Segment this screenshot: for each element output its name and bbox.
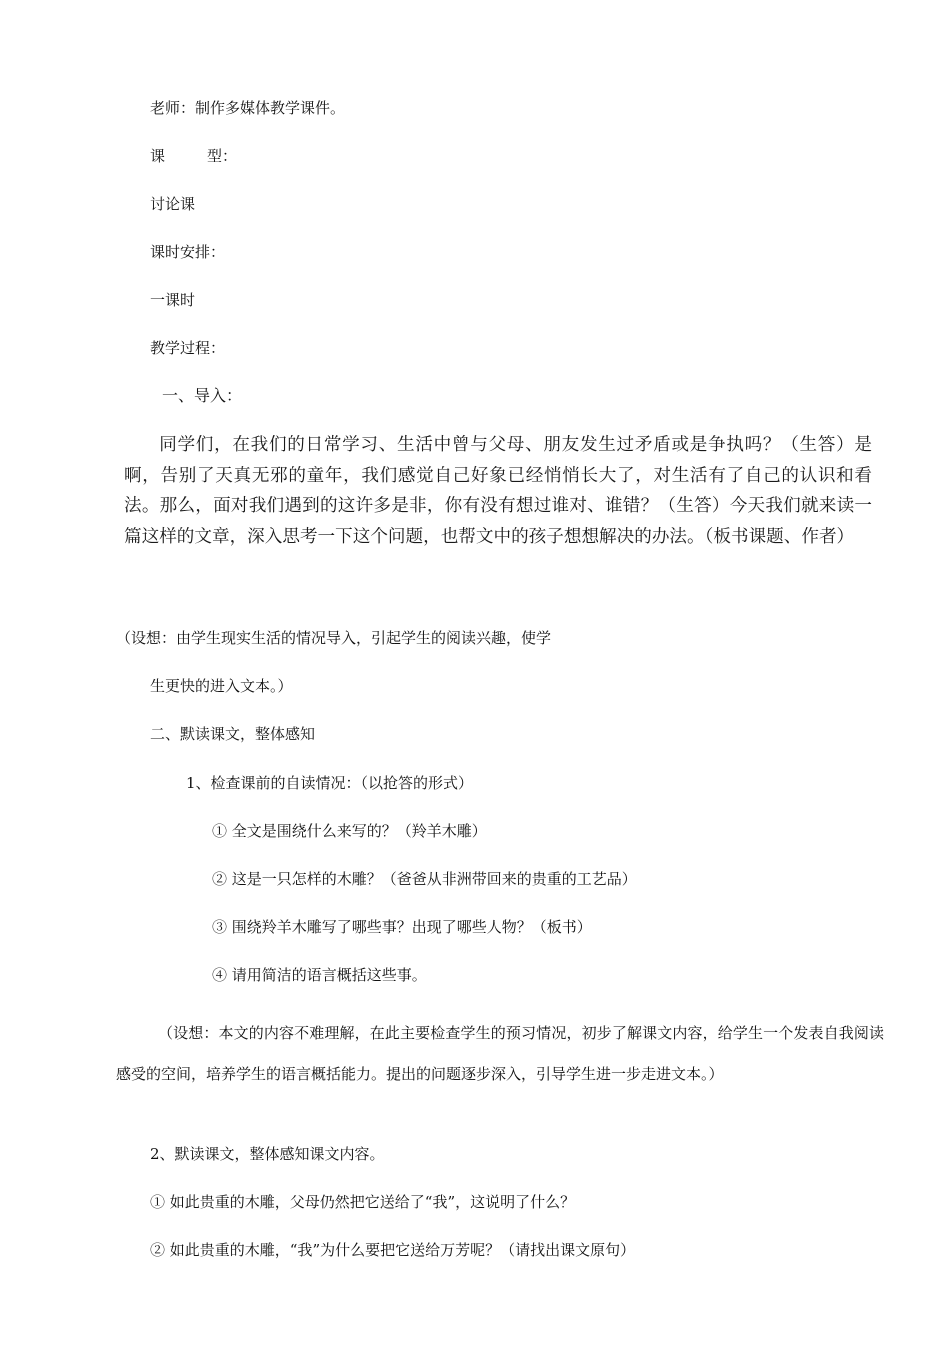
design1-line2: 生更快的进入文本。） [150, 677, 293, 695]
question-4: ④ 请用简洁的语言概括这些事。 [212, 966, 427, 984]
question-3: ③ 围绕羚羊木雕写了哪些事？出现了哪些人物？（板书） [212, 918, 592, 936]
intro-paragraph: 同学们，在我们的日常学习、生活中曾与父母、朋友发生过矛盾或是争执吗？（生答）是啊，告别了天真无邪的童年，我们感觉自己好象已经悄悄长大了，对生活有了自己的认识和看法。那么，面对我们遇到的这许多是非，你有没有想过谁对、谁错？（生答）今天我们就来读一篇这样的文章，深入思考一下这个问题，也帮文中的孩子想想解决的办法。（板书课题、作者） [124, 435, 872, 547]
lesson-type-value: 讨论课 [150, 195, 196, 213]
step2-title: 2、默读课文，整体感知课文内容。 [150, 1145, 385, 1163]
schedule-label: 课时安排： [150, 243, 226, 261]
step1-title: 1、检查课前的自读情况：（以抢答的形式） [186, 774, 474, 792]
section2-title: 二、默读课文，整体感知 [150, 725, 316, 743]
section1-title: 一、导入： [162, 386, 243, 405]
schedule-value: 一课时 [150, 291, 196, 309]
lesson-type-label-part1: 课 [150, 147, 166, 165]
lesson-type-label-part2: 型： [207, 147, 238, 165]
question-5: ① 如此贵重的木雕，父母仍然把它送给了“我”，这说明了什么？ [150, 1193, 576, 1211]
teacher-prep-line: 老师：制作多媒体教学课件。 [150, 99, 346, 117]
lesson-type-label [150, 146, 237, 166]
question-6: ② 如此贵重的木雕，“我”为什么要把它送给万芳呢？（请找出课文原句） [150, 1241, 636, 1259]
question-1: ① 全文是围绕什么来写的？（羚羊木雕） [212, 822, 487, 840]
design2-paragraph: （设想：本文的内容不难理解，在此主要检查学生的预习情况，初步了解课文内容，给学生一个发表自我阅读感受的空间，培养学生的语言概括能力。提出的问题逐步深入，引导学生进一步走进文本。） [116, 1024, 884, 1083]
process-label: 教学过程： [150, 339, 226, 357]
question-2: ② 这是一只怎样的木雕？（爸爸从非洲带回来的贵重的工艺品） [212, 870, 637, 888]
design1-line1: （设想：由学生现实生活的情况导入，引起学生的阅读兴趣，使学 [116, 629, 552, 647]
